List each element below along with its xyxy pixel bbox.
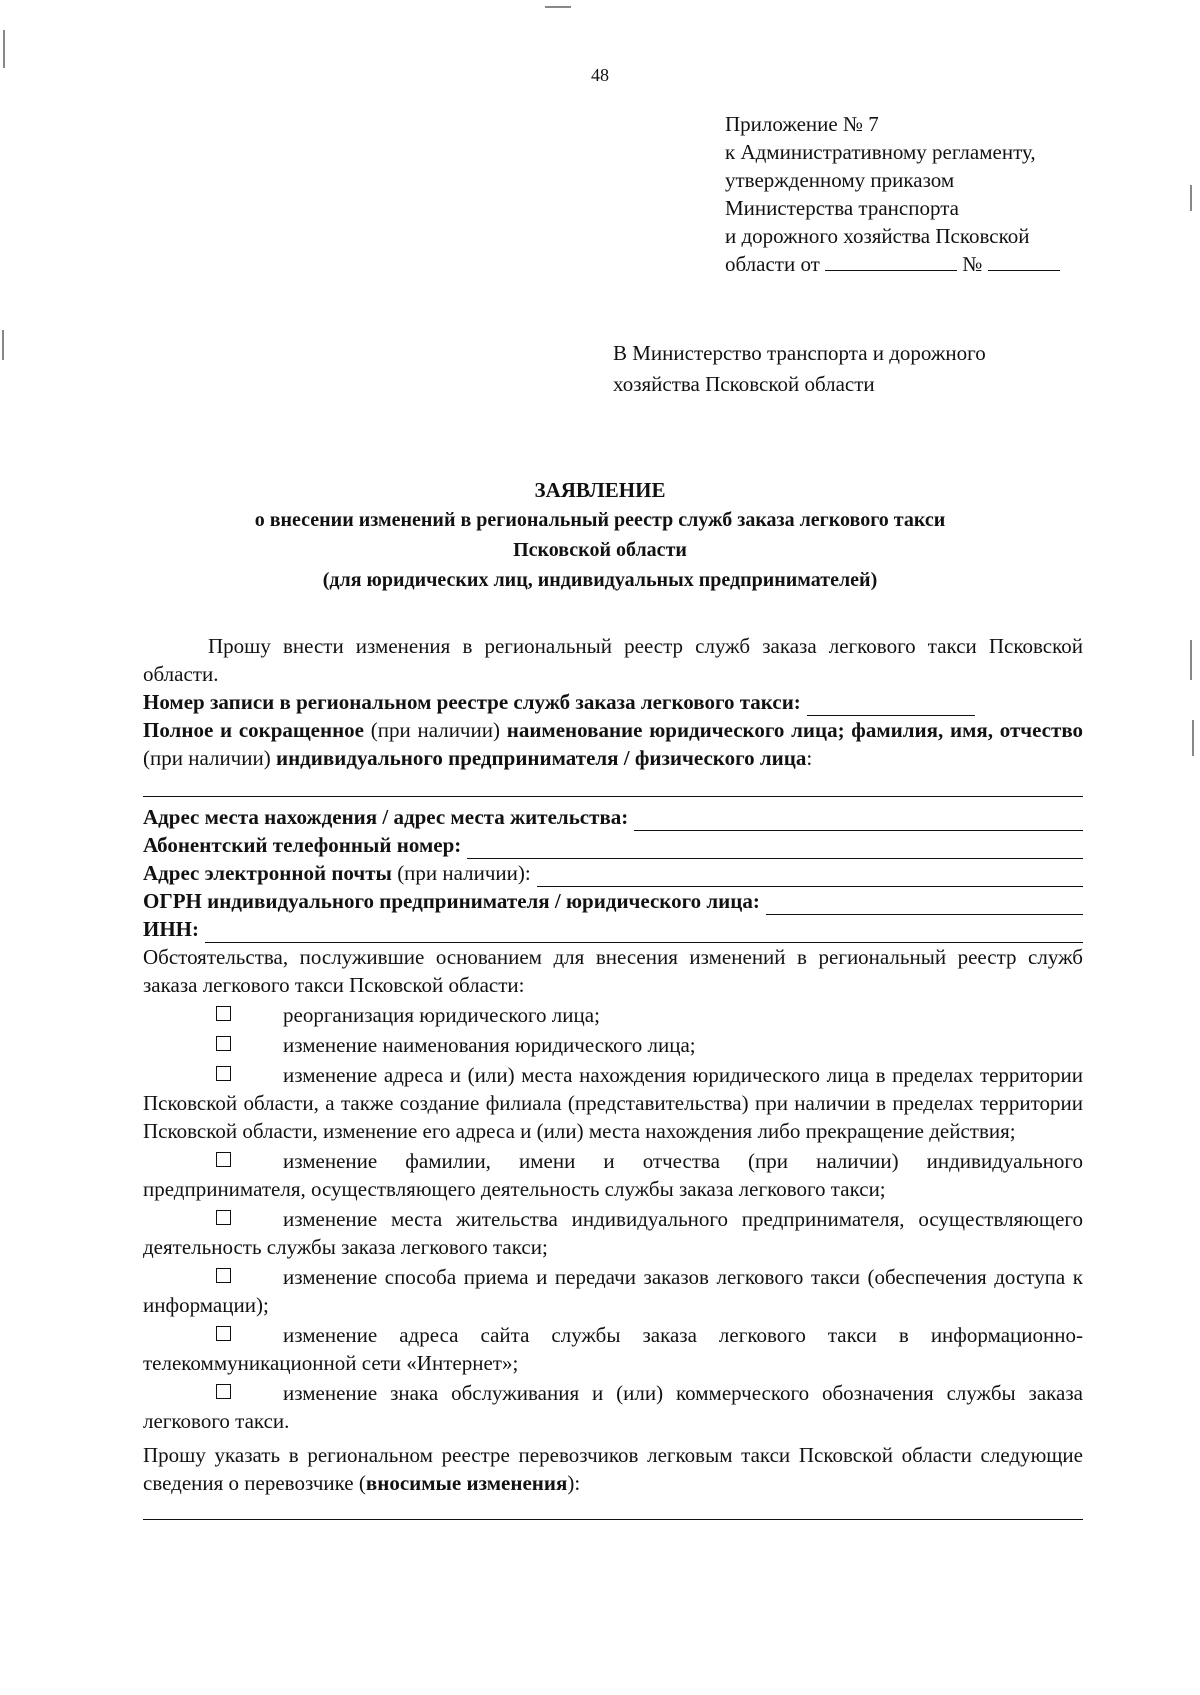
addressee [613, 338, 986, 400]
option-label: изменение способа приема и передачи заказов легкового такси (обеспечения доступа к информации); [143, 1265, 1083, 1317]
address-field [143, 803, 1083, 831]
scan-mark [545, 6, 571, 8]
checkbox[interactable] [216, 1268, 231, 1283]
option-item [143, 1147, 1083, 1203]
closing-end: ): [567, 1471, 581, 1495]
inn-blank[interactable] [205, 922, 1083, 943]
name-label-part: индивидуального предпринимателя / физического лица [275, 746, 807, 770]
ogrn-field [143, 887, 1083, 915]
intro-paragraph: Прошу внести изменения в региональный реестр служб заказа легкового такси Псковской области. [143, 634, 1083, 686]
scan-mark [2, 330, 4, 360]
option-item [143, 1379, 1083, 1435]
appendix-date-line [725, 250, 1060, 278]
appendix-date-label: области от [725, 252, 820, 276]
appendix-line: Приложение № 7 [725, 112, 879, 136]
phone-field [143, 831, 1083, 859]
document-body [143, 632, 1083, 1526]
number-blank[interactable] [988, 250, 1060, 271]
email-field [143, 859, 1083, 887]
option-label: изменение фамилии, имени и отчества (при наличии) индивидуального предпринимателя, осуществляющего деятельность службы заказа легкового такси; [143, 1149, 1083, 1201]
scan-mark [3, 30, 5, 68]
appendix-line: к Административному регламенту, [725, 140, 1036, 164]
scan-mark [1190, 185, 1192, 211]
date-blank[interactable] [825, 250, 957, 271]
appendix-note [725, 110, 1060, 278]
name-label-note: (при наличии) [143, 746, 271, 770]
option-label: изменение адреса и (или) места нахождения юридического лица в пределах территории Псковской области, а также создание филиала (представительства) при наличии в пределах территории Псковской области, изменение его адреса и (или) места нахождения либо прекращение действия; [143, 1063, 1083, 1143]
closing-bold: вносимые изменения [365, 1471, 568, 1495]
page-number: 48 [591, 65, 609, 85]
appendix-line: и дорожного хозяйства Псковской [725, 224, 1030, 248]
closing-text: Прошу указать в региональном реестре перевозчиков легковым такси Псковской области следующие сведения о перевозчике ( [143, 1443, 1083, 1495]
checkbox[interactable] [216, 1326, 231, 1341]
circumstances-intro: Обстоятельства, послужившие основанием для внесения изменений в региональный реестр служб заказа легкового такси Псковской области: [143, 945, 1083, 997]
name-blank[interactable] [143, 772, 1083, 797]
option-label: изменение знака обслуживания и (или) коммерческого обозначения службы заказа легкового такси. [143, 1381, 1083, 1433]
email-label: Адрес электронной почты [143, 861, 392, 885]
title-subtitle: Псковской области [513, 539, 687, 561]
record-number-blank[interactable] [807, 695, 975, 716]
title-main: ЗАЯВЛЕНИЕ [534, 478, 666, 502]
option-item [143, 1263, 1083, 1319]
name-label-part: Полное и сокращенное [143, 718, 365, 742]
ogrn-blank[interactable] [766, 894, 1083, 915]
scan-mark [1190, 640, 1192, 680]
email-note: (при наличии): [397, 861, 531, 885]
addressee-line: хозяйства Псковской области [613, 372, 875, 396]
document-title [0, 475, 1200, 595]
addressee-line: В Министерство транспорта и дорожного [613, 341, 986, 365]
option-item [143, 1001, 1083, 1029]
option-item [143, 1061, 1083, 1145]
title-subtitle: (для юридических лиц, индивидуальных предпринимателей) [322, 569, 878, 591]
email-blank[interactable] [537, 866, 1083, 887]
checkbox[interactable] [216, 1066, 231, 1081]
option-label: изменение наименования юридического лица; [283, 1033, 696, 1057]
phone-blank[interactable] [467, 838, 1083, 859]
number-sign: № [962, 252, 983, 276]
inn-label: ИНН: [143, 917, 199, 941]
phone-label: Абонентский телефонный номер: [143, 833, 462, 857]
option-label: изменение места жительства индивидуального предпринимателя, осуществляющего деятельность службы заказа легкового такси; [143, 1207, 1083, 1259]
checkbox[interactable] [216, 1036, 231, 1051]
checkbox[interactable] [216, 1152, 231, 1167]
closing-paragraph [143, 1441, 1083, 1497]
inn-field [143, 915, 1083, 943]
record-number-field [143, 688, 1083, 716]
option-item [143, 1205, 1083, 1261]
title-subtitle: о внесении изменений в региональный реестр служб заказа легкового такси [254, 509, 946, 531]
option-item [143, 1321, 1083, 1377]
name-field [143, 716, 1083, 772]
name-label-colon: : [806, 746, 813, 770]
changes-blank[interactable] [143, 1497, 1083, 1520]
record-number-label: Номер записи в региональном реестре служб заказа легкового такси: [143, 690, 801, 714]
appendix-line: утвержденному приказом [725, 168, 955, 192]
option-label: реорганизация юридического лица; [283, 1003, 600, 1027]
ogrn-label: ОГРН индивидуального предпринимателя / юридического лица: [143, 889, 760, 913]
checkbox[interactable] [216, 1384, 231, 1399]
option-label: изменение адреса сайта службы заказа легкового такси в информационно-телекоммуникационной сети «Интернет»; [143, 1323, 1083, 1375]
address-blank[interactable] [634, 810, 1083, 831]
scan-mark [1192, 720, 1194, 756]
checkbox[interactable] [216, 1210, 231, 1225]
option-item [143, 1031, 1083, 1059]
address-label: Адрес места нахождения / адрес места жительства: [143, 805, 629, 829]
appendix-line: Министерства транспорта [725, 196, 959, 220]
checkbox[interactable] [216, 1006, 231, 1021]
name-label-note: (при наличии) [370, 718, 500, 742]
name-label-part: наименование юридического лица; фамилия, имя, отчество [506, 718, 1084, 742]
